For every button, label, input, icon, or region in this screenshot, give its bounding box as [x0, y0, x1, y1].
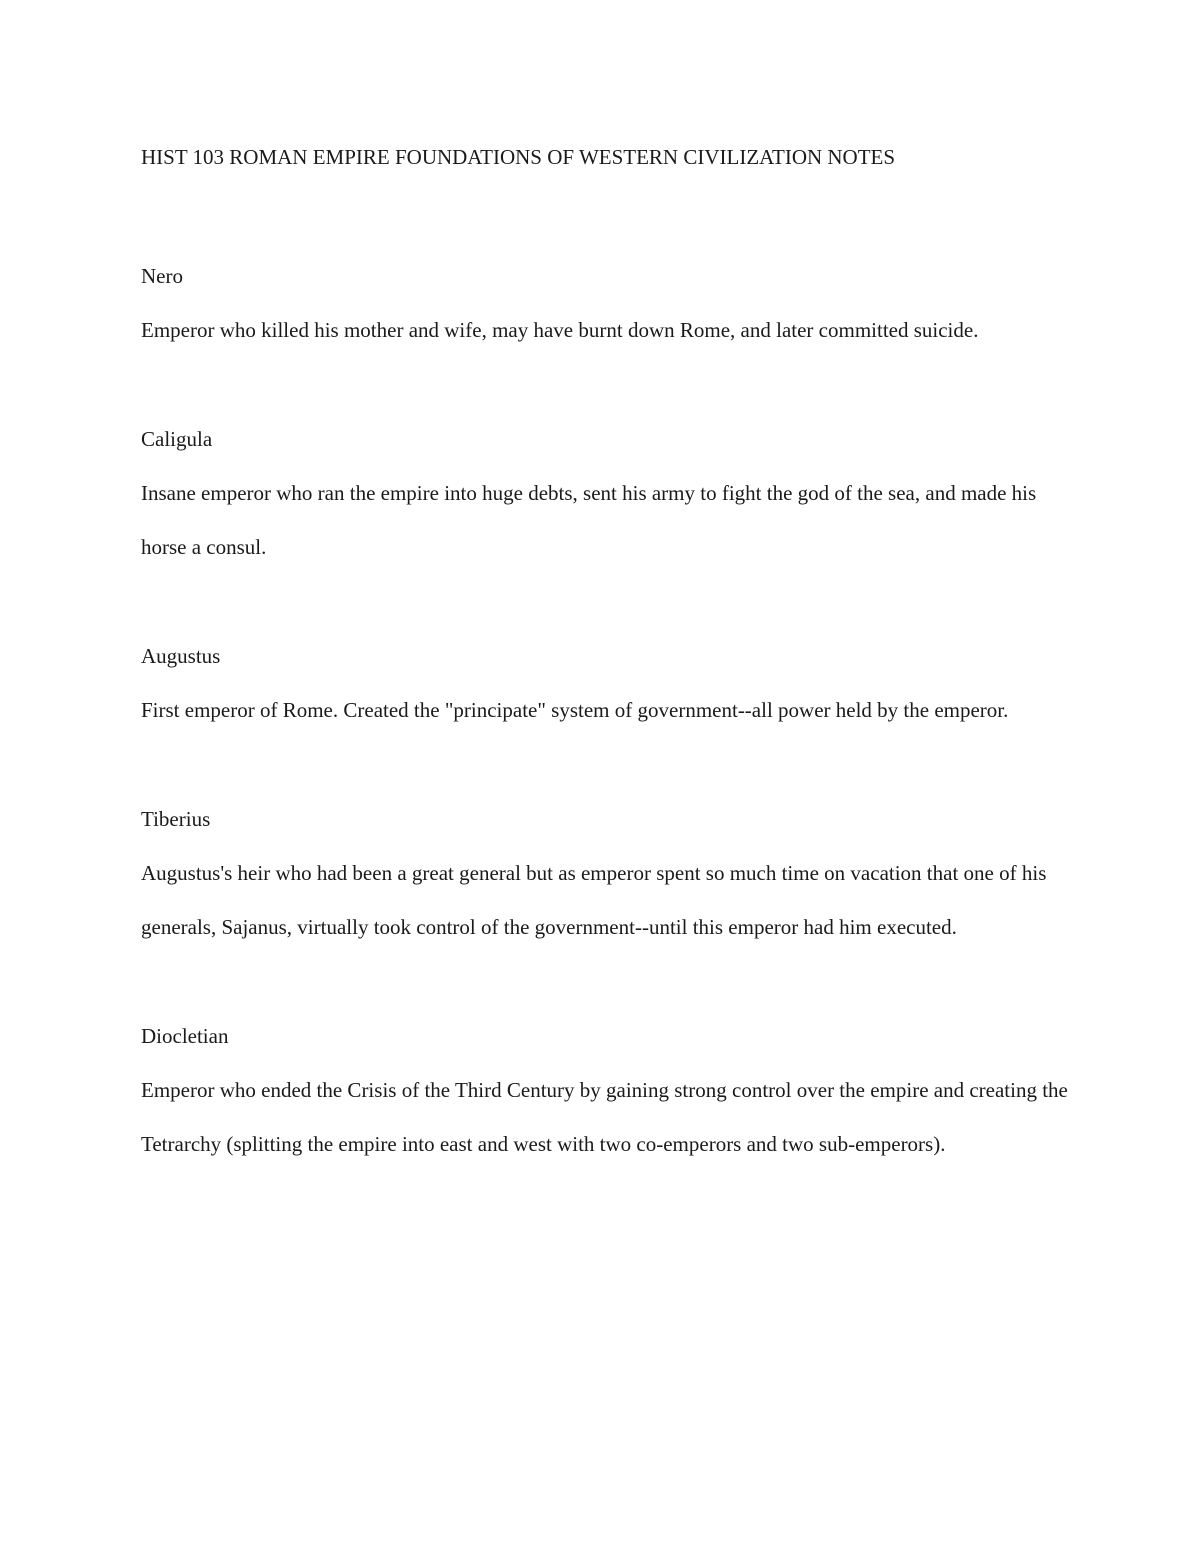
entry-definition: Augustus's heir who had been a great general but as emperor spent so much time on vacation that one of his generals, Sajanus, virtually took control of the government--until this emperor had him executed.	[141, 861, 1047, 939]
entry-term: Augustus	[141, 644, 221, 668]
note-entry-caligula	[141, 412, 1081, 574]
note-entry-augustus	[141, 629, 1081, 737]
notes-list	[141, 249, 1081, 1226]
note-entry-nero	[141, 249, 1081, 357]
note-entry-diocletian	[141, 1009, 1081, 1171]
entry-term: Diocletian	[141, 1024, 229, 1048]
entry-term: Caligula	[141, 427, 213, 451]
entry-definition: Insane emperor who ran the empire into huge debts, sent his army to fight the god of the sea, and made his horse a consul.	[141, 481, 1037, 559]
entry-definition: First emperor of Rome. Created the "principate" system of government--all power held by the emperor.	[141, 698, 1009, 722]
entry-term: Tiberius	[141, 807, 211, 831]
document-title: HIST 103 ROMAN EMPIRE FOUNDATIONS OF WESTERN CIVILIZATION NOTES	[141, 145, 896, 169]
entry-definition: Emperor who killed his mother and wife, may have burnt down Rome, and later committed suicide.	[141, 318, 979, 342]
note-entry-tiberius	[141, 792, 1081, 954]
entry-term: Nero	[141, 264, 183, 288]
entry-definition: Emperor who ended the Crisis of the Third Century by gaining strong control over the empire and creating the Tetrarchy (splitting the empire into east and west with two co-emperors and two sub-emperors).	[141, 1078, 1068, 1156]
